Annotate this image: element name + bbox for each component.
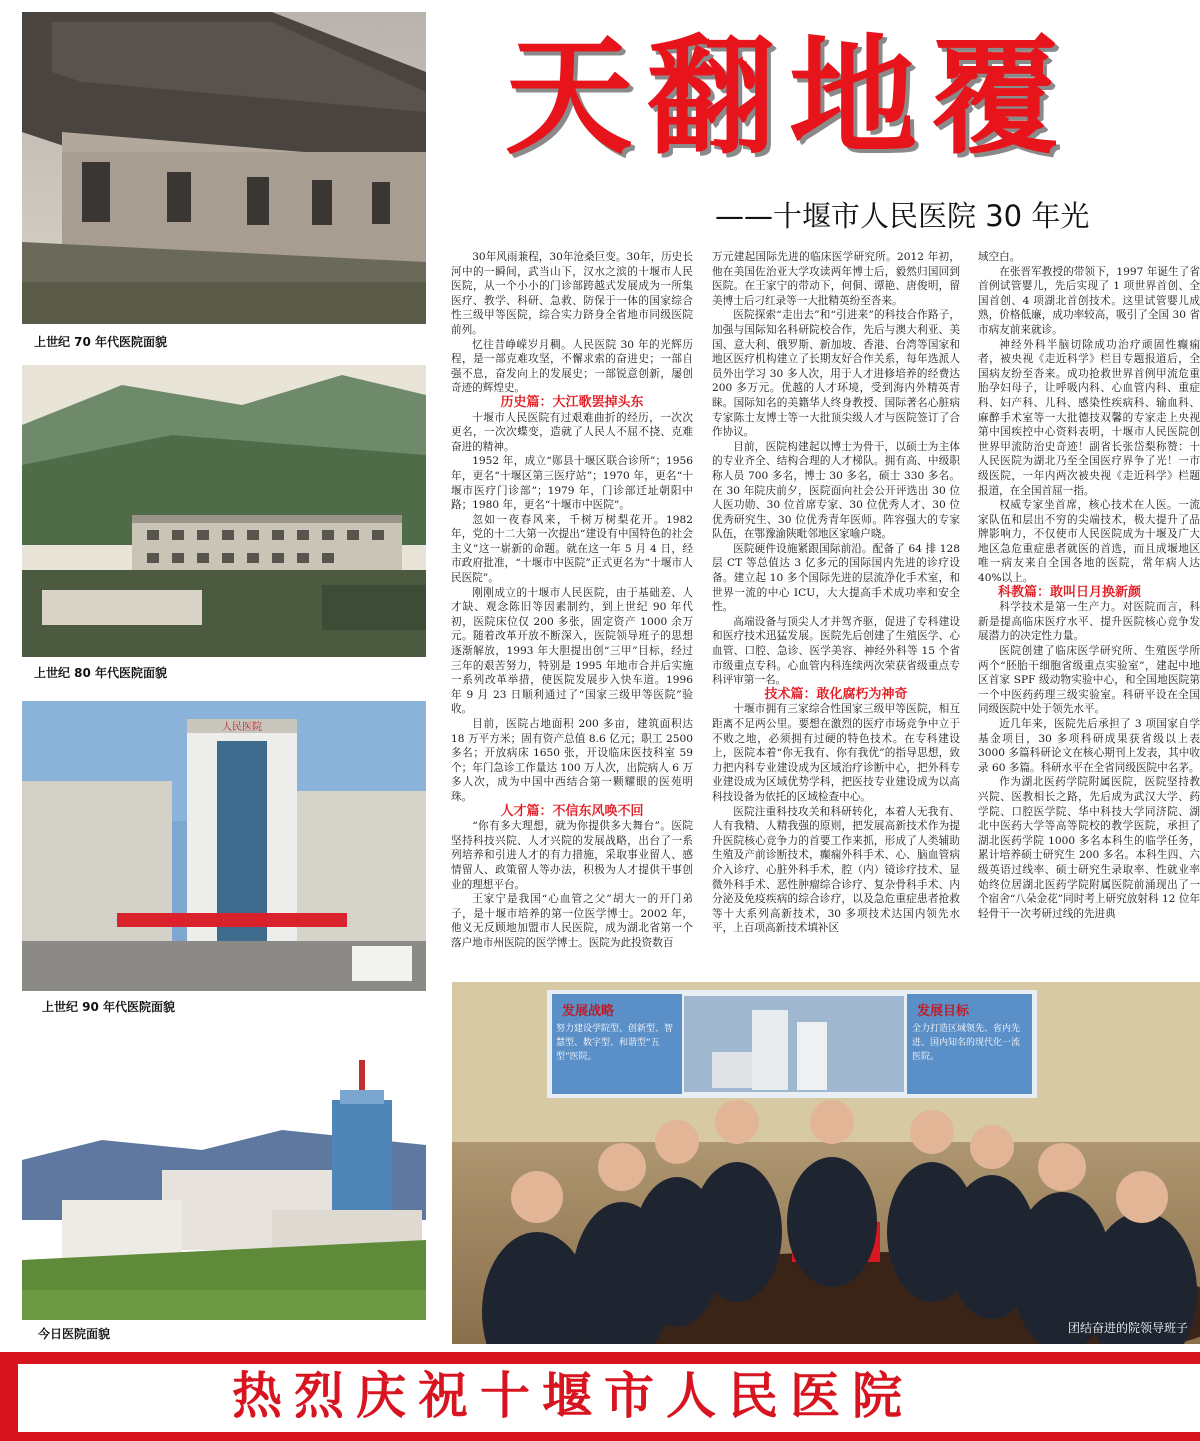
col3-para: 科学技术是第一生产力。对医院而言，科新是提高临床医疗水平、提升医院核心竞争发展潜力的决定性力量。 [978, 601, 1200, 643]
col1-para: 忽如一夜春风来，千树万树梨花开。1982 年，党的十二大第一次提出“建设有中国特色的社会主义”这一崭新的命题。就在这一年 5 月 4 日，经市政府批准，“十堰市中医院”正式更名为“十堰市人民医院”。 [451, 513, 693, 585]
photo-1980s-caption: 上世纪 80 年代医院面貌 [34, 666, 168, 680]
board-left-text: 努力建设学院型、创新型、智慧型、数字型、和谐型“五型”医院。 [556, 1024, 674, 1062]
col1-para: 十堰市人民医院有过艰难曲折的经历，一次次更名，一次次蝶变，造就了人民人不屈不挠、克难奋进的精神。 [451, 411, 693, 453]
article-column-3 [978, 250, 1200, 980]
col2-para: 医院硬件设施紧跟国际前沿。配备了 64 排 128 层 CT 等总值达 3 亿多元的国际国内先进的诊疗设备。建立起 10 多个国际先进的层流净化手术室，和世界一流的中心 ICU，大大提高手术成功率和安全性。 [712, 542, 960, 614]
col3-para: 神经外科半脑切除成功治疗顽固性癫痫者，被央视《走近科学》栏目专题报道后，全国病友纷至沓来。成功抢救世界首例甲流危重胎孕妇母子，让呼吸内科、心血管内科、重症科、妇产科、儿科、感染性疾病科、输血科、麻醉手术室等一大批德技双馨的专家走上央视第中国疾控中心资料表明，十堰市人民医院创世界甲流防治史奇迹！副省长张岱梨称赞：十人民医院为湖北乃至全国医疗界争了光！一市级医院，一年内两次被央视《走近科学》栏题报道，在全国首屈一指。 [978, 338, 1200, 497]
col3-para: 近几年来，医院先后承担了 3 项国家自学基金项目，30 多项科研成果获省级以上表3000 多篇科研论文在核心期刊上发表，其中收录 60 多篇。科研水平在全省同级医院中名茅。 [978, 718, 1200, 774]
board-right-title: 发展目标 [917, 1004, 970, 1019]
bottom-banner [0, 1352, 1200, 1441]
article-column-2 [712, 250, 960, 980]
photo-1970s-caption: 上世纪 70 年代医院面貌 [34, 335, 168, 349]
col3-para: 作为湖北医药学院附属医院，医院坚持教兴院、医教相长之路，先后成为武汉大学、药学院、口腔医学院、华中科技大学同济院、湖北中医药大学等高等院校的教学医院，承担了湖北医药学院 1000 多名本科生的临学任务，累计培养硕士研究生 200 多名。本科生四、六级英语过线率、硕士研究生录取率、性就业率始终位居湖北医药学院附属医院前涌现出了一个宿舍“八朵金花”同时考上研究放射科 12 位年轻骨干一次考研过线的先进典 [978, 776, 1200, 920]
photo-1980s-hospital [22, 365, 426, 657]
section-science-title: 科教篇：敢叫日月换新颜 [998, 584, 1142, 600]
col2-para: 万元建起国际先进的临床医学研究所。2012 年初，他在美国佐治亚大学攻读两年博士后，毅然归国回到医院。在王家宁的带动下，何侗、谭艳、唐俊明，留美博士后刁红录等一大批精英纷至沓来。 [712, 251, 960, 307]
subheadline: ——十堰市人民医院 30 年光 [715, 199, 1090, 233]
section-talent-title: 人才篇：不信东风唤不回 [500, 803, 644, 819]
col2-para: 高端设备与顶尖人才并驾齐驱，促进了专科建设和医疗技术迅猛发展。医院先后创建了生殖医学、心血管、口腔、急诊、医学美容、神经外科等 15 个省市级重点专科。心血管内科连续两次荣获省级重点专科评审第一名。 [712, 615, 960, 687]
col3-para: 医院创建了临床医学研究所、生殖医学所两个“胚胎干细胞省级重点实验室”，建起中地区首家 SPF 级动物实验中心，和全国地医院第一个中医药药理三级实验室。科研平设在全国同级医院中处于领先水平。 [978, 645, 1200, 716]
col1-para: 王家宁是我国“心血管之父”胡大一的开门弟子，是十堰市培养的第一位医学博士。2002 年，他义无反顾地加盟市人民医院，成为湖北省第一个落户地市州医院的医学博士。医院为此投资数百 [451, 893, 693, 949]
main-headline: 天翻地覆 [505, 23, 1074, 172]
col1-para: 1952 年，成立“郧县十堰区联合诊所”；1956 年，更名“十堰区第三医疗站”；1970 年，更名“十堰市医疗门诊部”；1979 年，门诊部迁址朝阳中路；1980 年，更名“十堰市中医院”。 [451, 455, 693, 512]
col1-para: 忆往昔峥嵘岁月稠。人民医院 30 年的光辉历程，是一部克难攻坚，不懈求索的奋进史；一部自强不息，奋发向上的发展史；一部锐意创新，屡创奇迹的辉煌史。 [451, 338, 693, 395]
banner-slogan: 热烈庆祝十堰市人民医院 [232, 1367, 914, 1425]
col2-para: 十堰市拥有三家综合性国家三级甲等医院，相互距离不足两公里。要想在激烈的医疗市场竞争中立于不败之地，必须拥有过硬的特色技术。在专科建设上，医院本着“你无我有、你有我优”的指导思想，致力把内科专业建设成为区域治疗诊断中心，把外科专业建设成为区域优势学科，把医技专业建设成为以高科技设备为依托的区域检查中心。 [712, 703, 960, 803]
col2-para: 医院注重科技攻关和科研转化，本着人无我有、人有我精、人精我强的原则，把发展高新技术作为提升医院核心竞争力的首要工作来抓，形成了人类辅助生殖及产前诊断技术，癫痫外科手术、心、脑血管病介入诊疗、心脏外科手术，腔（内）镜诊疗技术、显微外科手术、恶性肿瘤综合诊疗、复杂骨科手术、内分泌及免疫疾病的综合诊疗，以及急危重症患者抢救等十大系列高新技术，30 多项技术达国内领先水平，上百项高新技术填补区 [712, 805, 960, 935]
section-history-title: 历史篇：大江歌罢掉头东 [500, 394, 644, 410]
col1-para: “你有多大理想，就为你提供多大舞台”。医院坚持科技兴院、人才兴院的发展战略，出台了一系列培养和引进人才的有力措施，采取事业留人、感情留人、政策留人等办法，积极为人才提供干事创业的理想平台。 [451, 820, 693, 891]
col1-para: 刚刚成立的十堰市人民医院，由于基础差、人才缺、观念陈旧等因素制约，到上世纪 90 年代初，医院床位仅 200 多张，固定资产 1000 余万元。随着改革开放不断深入，医院领导班子的思想逐渐解放，1993 年大胆提出创“三甲”目标，经过三年的艰苦努力，特别是 1995 年地市合并后实施一系列改革举措，使医院发展步入快车道。1996 年 9 月 23 日顺利通过了“国家三级甲等医院”验收。 [451, 586, 693, 716]
photo-1990s-hospital [22, 701, 426, 991]
col3-para: 在张晋军教授的带领下，1997 年诞生了省首例试管婴儿，先后实现了 1 项世界首创、全国首创、4 项湖北首创技术。这里试管婴儿成熟，价格低廉，成功率较高，吸引了全国 30 省市病友前来就诊。 [978, 265, 1200, 336]
col2-para: 目前，医院构建起以博士为骨干，以硕士为主体的专业齐全、结构合理的人才梯队。拥有高、中级职称人员 700 多名，博士 30 多名，硕士 330 多名。在 30 年院庆前夕，医院面向社会公开评选出 30 位人医功勋、30 位首席专家、30 位优秀人才、30 位优秀研究生、30 位优秀青年医师。阵容强大的专家队伍，在鄂豫渝陕毗邻地区家喻户晓。 [712, 440, 960, 541]
col1-para: 目前，医院占地面积 200 多亩，建筑面积达 18 万平方米；固有资产总值 8.6 亿元；职工 2500 多名；开放病床 1650 张，开设临床医技科室 59 个；年门急诊工作量达 100 万人次，出院病人 6 万多人次，成为中国中西结合第一颗耀眼的医苑明珠。 [451, 718, 693, 803]
group-photo-caption: 团结奋进的院领导班子 [1067, 1321, 1188, 1335]
col3-para: 域空白。 [978, 251, 1021, 263]
col2-para: 医院探索“走出去”和“引进来”的科技合作路子，加强与国际知名科研院校合作，先后与澳大利亚、美国、意大利、俄罗斯、新加坡、香港、台湾等国家和地区医疗机构建立了长期友好合作关系，每年选派人员外出学习 30 多人次，用于人才进修培养的经费达 200 多万元。优越的人才环境，受到海内外精英青睐。国际知名的美籍华人终身教授、国际著名心脏病专家陈士友博士等一大批顶尖级人才与医院签订了合作协议。 [712, 309, 960, 439]
photo-today-caption: 今日医院面貌 [38, 1327, 111, 1341]
col3-para: 权威专家坐首席，核心技术在人医。一流家队伍和层出不穷的尖端技术，极大提升了品牌影响力，不仅使市人民医院成为十堰及广大地区急危重症患者就医的首选，而且成堰地区唯一病友来自全国各地的医院，常年病人达 40%以上。 [978, 499, 1200, 585]
section-technology-title: 技术篇：敢化腐朽为神奇 [764, 686, 908, 702]
article-column-1 [451, 250, 693, 980]
photo-today-hospital [22, 1060, 426, 1320]
hospital-rooftop-sign: 人民医院 [222, 722, 262, 733]
board-left-title: 发展战略 [562, 1004, 615, 1019]
leadership-group-photo [452, 982, 1200, 1344]
board-right-text: 全力打造区域领先、省内先进、国内知名的现代化一流医院。 [912, 1024, 1021, 1062]
photo-1990s-caption: 上世纪 90 年代医院面貌 [42, 1000, 176, 1014]
photo-1970s-hospital [22, 12, 426, 324]
col1-para: 30年风雨兼程，30年沧桑巨变。30年，历史长河中的一瞬间，武当山下，汉水之滨的十堰市人民医院，从一个小小的门诊部跨越式发展成为一所集医疗、教学、科研、急救、防保于一体的国家综合性三级甲等医院，综合实力跻身全省地市同级医院前列。 [451, 251, 693, 336]
